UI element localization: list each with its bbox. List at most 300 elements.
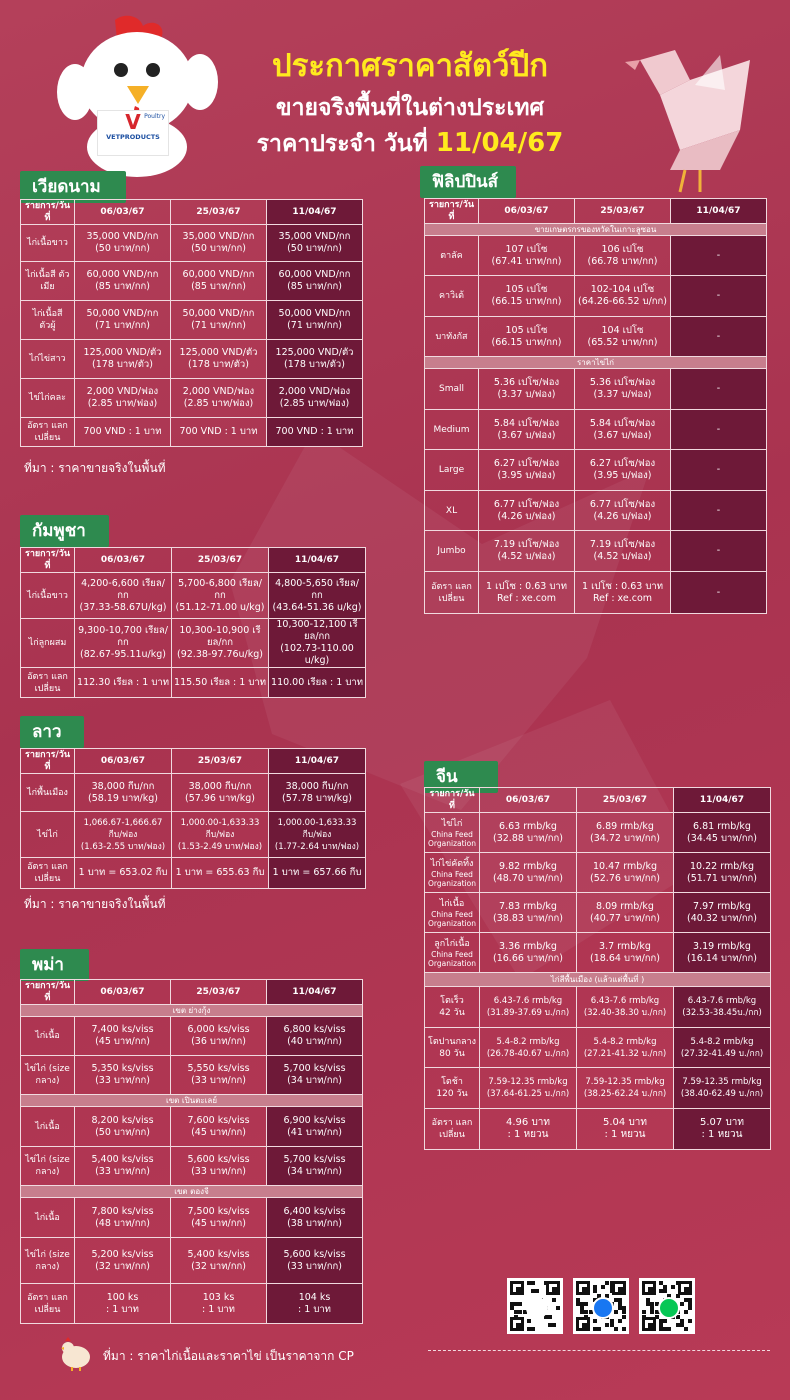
cell-value-baht: (3.37 บ/ฟอง) [593,389,652,400]
exchange-row [21,858,366,889]
qr-module [614,1310,618,1314]
cell-value: 35,000 VND/กก [278,231,351,242]
cell-value-baht: (33 บาท/กก) [191,1166,246,1177]
cell-value: 10.47 rmb/kg [593,860,657,872]
cell-value-baht: (18.64 บาท/กก) [590,952,660,964]
cell [480,853,577,893]
qr-module [597,1327,601,1331]
row-label-sub: China Feed Organization [428,829,476,848]
row-label-sub: China Feed Organization [428,949,476,968]
page-title: ประกาศราคาสัตว์ปีก [272,48,548,84]
row-label: ไข่ไก่คละ [21,379,75,418]
cell [267,1056,363,1095]
cell-value-baht: (71 บาท/กก) [287,320,342,331]
qr-module [531,1327,535,1331]
cell-value-baht: (37.64-61.25 บ./กก) [486,1089,570,1099]
cell [75,1238,171,1284]
qr-finder-core [618,1287,623,1292]
cell [674,893,771,933]
cell [479,236,575,276]
table-row [425,491,767,531]
exchange-row [21,668,366,698]
cell [674,987,771,1028]
qr-module [642,1315,646,1319]
cell-value: 8,200 ks/viss [91,1114,154,1126]
col-date-1: 06/03/67 [75,548,172,573]
cell-value-baht: (3.95 บ/ฟอง) [593,470,652,481]
cell [577,1028,674,1068]
qr-finder-core [582,1323,587,1328]
qr-finder-core [516,1323,521,1328]
cell-value: 1 บาท = 657.66 กีบ [269,858,366,889]
cell [575,410,671,450]
cell-value-baht: (82.67-95.11u/kg) [80,649,166,660]
cell [171,1284,267,1324]
cell-value-baht: (38.25-62.24 บ./กก) [583,1089,667,1099]
cell [480,1068,577,1109]
cell [267,379,363,418]
col-date-3: 11/04/67 [269,749,366,774]
row-label: อัตรา แลกเปลี่ยน [425,1109,480,1150]
page-subtitle: ขายจริงพื้นที่ในต่างประเทศ [275,95,545,121]
cell-value: - [671,491,767,531]
cell-value: 1 บาท = 653.02 กีบ [75,858,172,889]
cell [267,1107,363,1147]
cell-value-baht: (3.67 บ/ฟอง) [497,429,556,441]
row-label: ไก่พื้นเมือง [21,774,75,812]
cell [75,1147,171,1186]
cell [267,1284,363,1324]
cell-value: 6.43-7.6 rmb/kg [687,996,757,1006]
col-item: รายการ/วันที่ [21,749,75,774]
col-date-1: 06/03/67 [480,788,577,813]
cell [75,340,171,379]
country-badge-philippines: ฟิลิปปินส์ [420,166,516,198]
cell-value: 2,000 VND/ฟอง [182,386,255,397]
brand-bottom-text: VETPRODUCTS [106,133,160,141]
cell-value-rate: : 1 หยวน [604,1129,646,1140]
country-badge-cambodia: กัมพูชา [20,515,109,547]
cell-value-baht: (32 บาท/กก) [95,1260,150,1272]
row-label: ตาลัค [425,236,479,276]
row-label: อัตรา แลกเปลี่ยน [21,858,75,889]
col-date-1: 06/03/67 [75,200,171,225]
row-label-sub: China Feed Organization [428,869,476,888]
row-label: ไก่เนื้อขาว [21,573,75,619]
date-value: 11/04/67 [435,128,564,158]
cell [171,301,267,340]
cell-value-baht: (92.38-97.76u/kg) [177,649,263,660]
cell [171,1056,267,1095]
table-row [21,301,363,340]
cell-value-baht: (64.26-66.52 บ/กก) [578,296,667,307]
cell-value-baht: (45 บาท/กก) [191,1217,246,1229]
cell-value: 700 VND : 1 บาท [75,418,171,447]
cell-value-baht: (51.12-71.00 u/kg) [175,601,265,613]
table-header-row [425,199,767,224]
cell [75,1017,171,1056]
cell-value: - [671,531,767,572]
cell-value: 60,000 VND/กก [86,269,159,280]
cell-value-baht: (1.77-2.64 บาท/ฟอง) [274,841,360,852]
cell-value: 106 เปโซ [601,243,644,255]
cell-value-baht: (57.96 บาท/kg) [185,792,255,804]
cell-value-baht: (43.64-51.36 u/kg) [272,601,362,613]
cell-value-baht: (26.78-40.67 บ./กก) [486,1048,570,1059]
cell [171,262,267,301]
cell [577,813,674,853]
row-label-sub: 120 วัน [436,1089,468,1099]
vietnam-price-table [20,199,363,447]
table-row [21,1238,363,1284]
section-row [425,357,767,369]
cell-value-baht: (178 บาท/ตัว) [188,359,249,370]
cell-value-baht: (178 บาท/ตัว) [92,359,153,370]
col-date-1: 06/03/67 [75,980,171,1005]
row-label [425,1068,480,1109]
cell-value-baht: (66.15 บาท/กก) [491,296,562,307]
col-date-1: 06/03/67 [479,199,575,224]
country-badge-vietnam: เวียดนาม [20,171,126,203]
qr-finder-core [516,1287,521,1292]
cell-value-baht: (36 บาท/กก) [191,1036,246,1047]
cell-value-baht: (57.78 บาท/kg) [282,792,352,804]
cell [269,619,366,668]
cell-value: 112.30 เรียล : 1 บาท [75,668,172,698]
cell [480,813,577,853]
cell-value: - [671,317,767,357]
cell-value: 2,000 VND/ฟอง [86,386,159,397]
cell [267,1198,363,1238]
cell-value: 5.04 บาท [603,1117,647,1128]
cell-value-baht: (34 บาท/กก) [287,1166,342,1177]
cell [575,572,671,614]
logo-icon [526,1297,548,1319]
row-label-sub: 42 วัน [439,1008,465,1018]
cell [75,1284,171,1324]
laos-source: ที่มา : ราคาขายจริงในพื้นที่ [24,897,166,911]
qr-module [601,1285,605,1289]
row-label: ไก่เนื้อสี ตัวเมีย [21,262,75,301]
cell-value: 5,550 ks/viss [187,1063,250,1074]
cell-value: 5,400 ks/viss [187,1248,250,1260]
cell [575,450,671,491]
cell [75,301,171,340]
page-date-line [150,126,670,162]
qr-module [622,1315,626,1319]
qr-code-facebook[interactable] [573,1278,629,1334]
cell-value: 5.36 เปโซ/ฟอง [493,377,560,388]
cell-value: 6.89 rmb/kg [596,820,654,832]
qr-module [688,1306,692,1310]
cell [267,1238,363,1284]
row-label [425,853,480,893]
table-row [21,774,366,812]
cell-value-baht: (38.40-62.49 บ./กก) [680,1089,764,1099]
facebook-icon [592,1297,614,1319]
col-date-1: 06/03/67 [75,749,172,774]
cell-value-baht: (45 บาท/กก) [95,1036,150,1047]
cell [479,491,575,531]
cell-value: 4,200-6,600 เรียล/กก [81,577,165,601]
cell [480,933,577,973]
cell [577,1109,674,1150]
qr-module [544,1281,548,1285]
cell-value-baht: (38 บาท/กก) [287,1217,342,1229]
cell [75,573,172,619]
cell [172,619,269,668]
cell-value: 6,900 ks/viss [283,1114,346,1126]
cell-value-baht: (50 บาท/กก) [287,243,342,254]
country-badge-myanmar: พม่า [20,949,89,981]
cell-value-baht: (31.89-37.69 บ./กก) [486,1008,570,1018]
cell [171,1238,267,1284]
cell-value: 5,350 ks/viss [91,1063,154,1074]
cell [172,573,269,619]
qr-module [584,1315,588,1319]
cell-value-rate: : 1 บาท [106,1303,139,1315]
date-prefix: ราคาประจำ วันที่ [256,131,428,157]
cell-value-baht: (85 บาท/กก) [95,281,150,292]
cell-value-baht: (40.32 บาท/กก) [687,912,757,924]
row-label: ไข่ไก่ (size กลาง) [21,1147,75,1186]
cell-value-baht: (2.85 บาท/ฟอง) [279,398,350,409]
table-row [21,812,366,858]
col-item: รายการ/วันที่ [21,548,75,573]
qr-finder [576,1281,590,1295]
qr-finder [642,1281,656,1295]
col-date-3: 11/04/67 [267,980,363,1005]
cell-value: 7.19 เปโซ/ฟอง [589,539,656,550]
qr-code-line[interactable] [639,1278,695,1334]
cell [75,262,171,301]
cell-value-baht: (32.40-38.30 บ./กก) [583,1008,667,1018]
cell-value: 7.19 เปโซ/ฟอง [493,539,560,550]
cell [75,379,171,418]
cell [575,276,671,317]
table-header-row [21,548,366,573]
table-row [425,276,767,317]
cell-value: 6.27 เปโซ/ฟอง [589,458,656,469]
cell [267,1017,363,1056]
cell-value-rate: : 1 หยวน [507,1129,549,1140]
cell-value: 5,700 ks/viss [283,1154,346,1165]
table-row [21,340,363,379]
table-row [21,573,366,619]
cell-value: 38,000 กีบ/กก [285,780,349,792]
row-label: ไก่ไข่สาว [21,340,75,379]
cell [267,301,363,340]
qr-module [684,1310,688,1314]
row-label-sub: 80 วัน [439,1048,465,1059]
qr-module [593,1319,597,1323]
col-item: รายการ/วันที่ [425,788,480,813]
qr-finder-core [582,1287,587,1292]
cell-value-baht: (66.78 บาท/กก) [587,255,658,267]
table-row [21,1198,363,1238]
cell [479,369,575,410]
table-row [425,450,767,491]
country-badge-china: จีน [424,761,498,793]
cell-value: 6.77 เปโซ/ฟอง [589,498,656,510]
cell-value-baht: (34 บาท/กก) [287,1075,342,1086]
row-label-main: ไก่เนื้อ [439,898,465,909]
cell [575,531,671,572]
section-label: เขต เปินตะเลย์ [21,1095,363,1107]
qr-finder-core [552,1287,557,1292]
cell-value: 104 เปโซ [601,324,644,336]
table-row [425,369,767,410]
row-label-main: ลูกไก่เนื้อ [434,938,470,949]
table-row [425,893,771,933]
cell [75,812,172,858]
cell-value: 10,300-12,100 เรียล/กก [276,619,358,642]
footer-divider [428,1350,770,1351]
footer-source: ที่มา : ราคาไก่เนื้อและราคาไข่ เป็นราคาจาก CP [103,1349,354,1363]
qr-finder [510,1317,524,1331]
cell-value-baht: (41 บาท/กก) [287,1126,342,1138]
cell-value: 700 VND : 1 บาท [267,418,363,447]
row-label-main: โตปานกลาง [427,1036,476,1047]
section-row [21,1186,363,1198]
cell [267,262,363,301]
qr-module [527,1319,531,1323]
cell-value-baht: (45 บาท/กก) [191,1126,246,1138]
col-date-2: 25/03/67 [172,548,269,573]
cell-value: 102-104 เปโซ [590,284,655,295]
cell-value: 50,000 VND/กก [182,308,255,319]
cell-value: 7.97 rmb/kg [693,900,751,912]
qr-finder [510,1281,524,1295]
table-row [21,262,363,301]
cell-value: 35,000 VND/กก [182,231,255,242]
exchange-row [21,418,363,447]
cell-value: 6.43-7.6 rmb/kg [590,996,660,1006]
cell-value-baht: (34.45 บาท/กก) [687,832,757,844]
cell-value: 107 เปโซ [505,243,548,255]
cell [575,317,671,357]
qr-finder-core [684,1287,689,1292]
cell-value: 38,000 กีบ/กก [91,780,155,792]
cell-value-rate: : 1 หยวน [701,1129,743,1140]
row-label: ไก่เนื้อขาว [21,225,75,262]
row-label: ไก่เนื้อ [21,1107,75,1147]
laos-price-table [20,748,366,889]
cell [674,1109,771,1150]
qr-module [556,1306,560,1310]
cell-value-rate: : 1 บาท [298,1303,331,1315]
cell-value: 7,400 ks/viss [91,1024,154,1035]
qr-module [535,1289,539,1293]
cell-value-baht: (4.52 บ/ฟอง) [593,551,652,562]
cell-value-baht: (51.71 บาท/กก) [687,872,757,884]
cell [480,1109,577,1150]
cell-value: 5.07 บาท [700,1117,744,1128]
cell-value-baht: (66.15 บาท/กก) [491,336,562,348]
cell-value: 100 ks [106,1291,139,1303]
qr-module [614,1327,618,1331]
cell-value: 7,600 ks/viss [187,1114,250,1126]
cell-value-baht: (4.52 บ/ฟอง) [497,551,556,562]
cell-value: - [671,236,767,276]
qr-module [688,1319,692,1323]
qr-finder-core [648,1323,653,1328]
cell-value: 6,000 ks/viss [187,1024,250,1035]
cell-value-baht: (40.77 บาท/กก) [590,912,660,924]
cell-value: 125,000 VND/ตัว [275,347,354,358]
cell-value-baht: (38.83 บาท/กก) [493,912,563,924]
table-row [425,853,771,893]
cell-value-baht: (52.76 บาท/กก) [590,872,660,884]
cell-value-baht: (102.73-110.00 u/kg) [280,643,354,666]
cell [269,812,366,858]
vietnam-source: ที่มา : ราคาขายจริงในพื้นที่ [24,461,166,475]
cell-value-baht: (48 บาท/กก) [95,1217,150,1229]
cell-value-ref: Ref : xe.com [496,592,557,604]
cell-value: 6.77 เปโซ/ฟอง [493,498,560,510]
col-date-3: 11/04/67 [267,200,363,225]
cell-value: 1,000.00-1,633.33 กีบ/ฟอง [180,817,260,840]
table-row [21,379,363,418]
row-label: อัตรา แลกเปลี่ยน [21,668,75,698]
cell-value: 10,300-10,900 เรียล/กก [179,625,261,648]
table-header-row [21,749,366,774]
qr-module [680,1302,684,1306]
table-row [21,619,366,668]
cell-value: - [671,369,767,410]
cell-value: 9,300-10,700 เรียล/กก [78,625,168,648]
cell [577,933,674,973]
cell [575,491,671,531]
cell-value: 10.22 rmb/kg [690,860,754,872]
col-date-2: 25/03/67 [171,200,267,225]
col-date-2: 25/03/67 [172,749,269,774]
cell [267,225,363,262]
cell-value: 7.59-12.35 rmb/kg [682,1077,762,1087]
cell-value: 5.84 เปโซ/ฟอง [493,417,560,429]
cell-value: 7.59-12.35 rmb/kg [488,1077,568,1087]
qr-module [676,1281,680,1285]
col-date-2: 25/03/67 [575,199,671,224]
cell-value: 5,200 ks/viss [91,1248,154,1260]
section-row [425,973,771,987]
cell-value-baht: (2.85 บาท/ฟอง) [183,398,254,409]
qr-module [622,1327,626,1331]
qr-module [548,1315,552,1319]
cell [674,1028,771,1068]
cell-value-baht: (1.53-2.49 บาท/ฟอง) [177,841,263,852]
cell-value: 6.63 rmb/kg [499,820,557,832]
cell-value: 103 ks [202,1291,235,1303]
cell-value: 6.27 เปโซ/ฟอง [493,458,560,469]
cell-value: 125,000 VND/ตัว [179,347,258,358]
table-row [425,1068,771,1109]
cell-value: 5.36 เปโซ/ฟอง [589,377,656,388]
cell-value: 5.4-8.2 rmb/kg [496,1036,560,1047]
cell [171,1017,267,1056]
cell-value: 38,000 กีบ/กก [188,780,252,792]
row-label [425,813,480,853]
col-item: รายการ/วันที่ [21,200,75,225]
table-row [425,933,771,973]
cell [171,1198,267,1238]
col-date-2: 25/03/67 [577,788,674,813]
row-label-main: โตช้า [441,1077,463,1087]
exchange-row [21,1284,363,1324]
cell-value-baht: (34.72 บาท/กก) [590,832,660,844]
qr-code-website[interactable] [507,1278,563,1334]
row-label: XL [425,491,479,531]
